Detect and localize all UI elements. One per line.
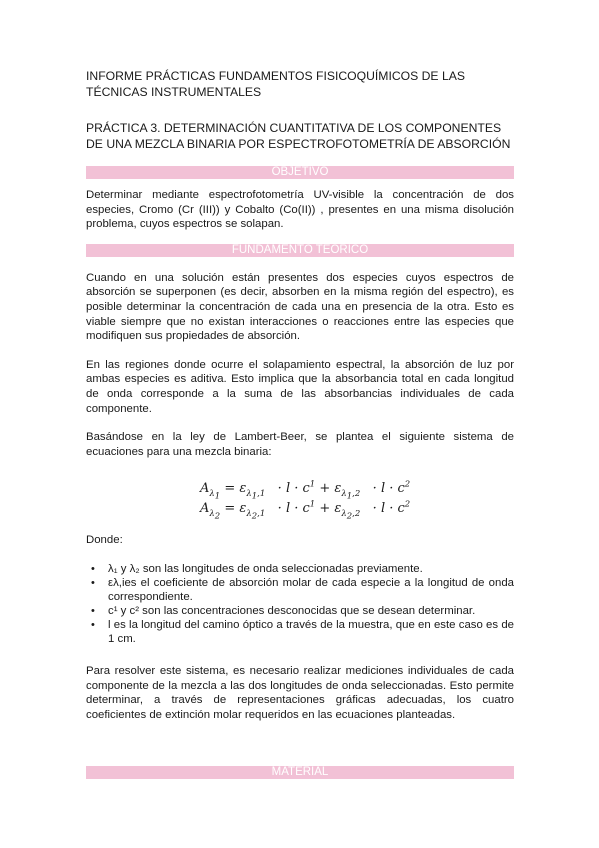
objetivo-text: Determinar mediante espectrofotometría UV-visible la concentración de dos especies, Cromo (Cr (III)) y Cobalto (Co(II)) , presentes en una misma disolución problema, cuyos espectros se solapan. <box>86 189 514 231</box>
definitions-list <box>86 562 514 646</box>
list-item: • λ₁ y λ₂ son las longitudes de onda seleccionadas previamente. <box>86 562 514 576</box>
equation-1: $A_{\lambda_1} = \varepsilon_{\lambda_1,1} \cdot l \cdot c^1 + \varepsilon_{\lambda_1,2} \cdot l \cdot c^2$ <box>200 479 411 502</box>
equation-system <box>200 479 514 522</box>
section-header-fundamento: FUNDAMENTO TEÓRICO <box>86 244 514 257</box>
document-page <box>86 68 514 779</box>
section-header-material: MATERIAL <box>86 766 514 779</box>
section-header-objetivo: OBJETIVO <box>86 166 514 179</box>
fundamento-paragraph-3: Basándose en la ley de Lambert-Beer, se plantea el siguiente sistema de ecuaciones para una mezcla binaria: <box>86 431 514 458</box>
list-item: • ελ,ies el coeficiente de absorción molar de cada especie a la longitud de onda correspondiente. <box>86 576 514 604</box>
report-title: INFORME PRÁCTICAS FUNDAMENTOS FISICOQUÍMICOS DE LAS TÉCNICAS INSTRUMENTALES <box>86 69 465 99</box>
equation-2: $A_{\lambda_2} = \varepsilon_{\lambda_2,1} \cdot l \cdot c^1 + \varepsilon_{\lambda_2,2} \cdot l \cdot c^2$ <box>200 499 411 522</box>
donde-label: Donde: <box>86 534 123 547</box>
list-item: • l es la longitud del camino óptico a través de la muestra, que en este caso es de 1 cm. <box>86 618 514 646</box>
fundamento-paragraph-4: Para resolver este sistema, es necesario realizar mediciones individuales de cada componente de la mezcla a las dos longitudes de onda seleccionadas. Esto permite determinar, a través de representaciones gráficas adecuadas, los cuatro coeficientes de extinción molar requeridos en las ecuaciones planteadas. <box>86 664 514 721</box>
fundamento-paragraph-2: En las regiones donde ocurre el solapamiento espectral, la absorción de luz por ambas especies es aditiva. Esto implica que la absorbancia total en cada longitud de onda corresponde a la suma de las absorbancias individuales de cada componente. <box>86 358 514 415</box>
list-item: • c¹ y c² son las concentraciones desconocidas que se desean determinar. <box>86 604 514 618</box>
fundamento-paragraph-1: Cuando en una solución están presentes dos especies cuyos espectros de absorción se superponen (es decir, absorben en la misma región del espectro), es posible determinar la concentración de cada una en presencia de la otra. Esto es viable siempre que no existan interacciones o reacciones entre las especies que modifiquen sus propiedades de absorción. <box>86 271 514 343</box>
practice-title: PRÁCTICA 3. DETERMINACIÓN CUANTITATIVA DE LOS COMPONENTES DE UNA MEZCLA BINARIA POR ESPECTROFOTOMETRÍA DE ABSORCIÓN <box>86 121 511 151</box>
